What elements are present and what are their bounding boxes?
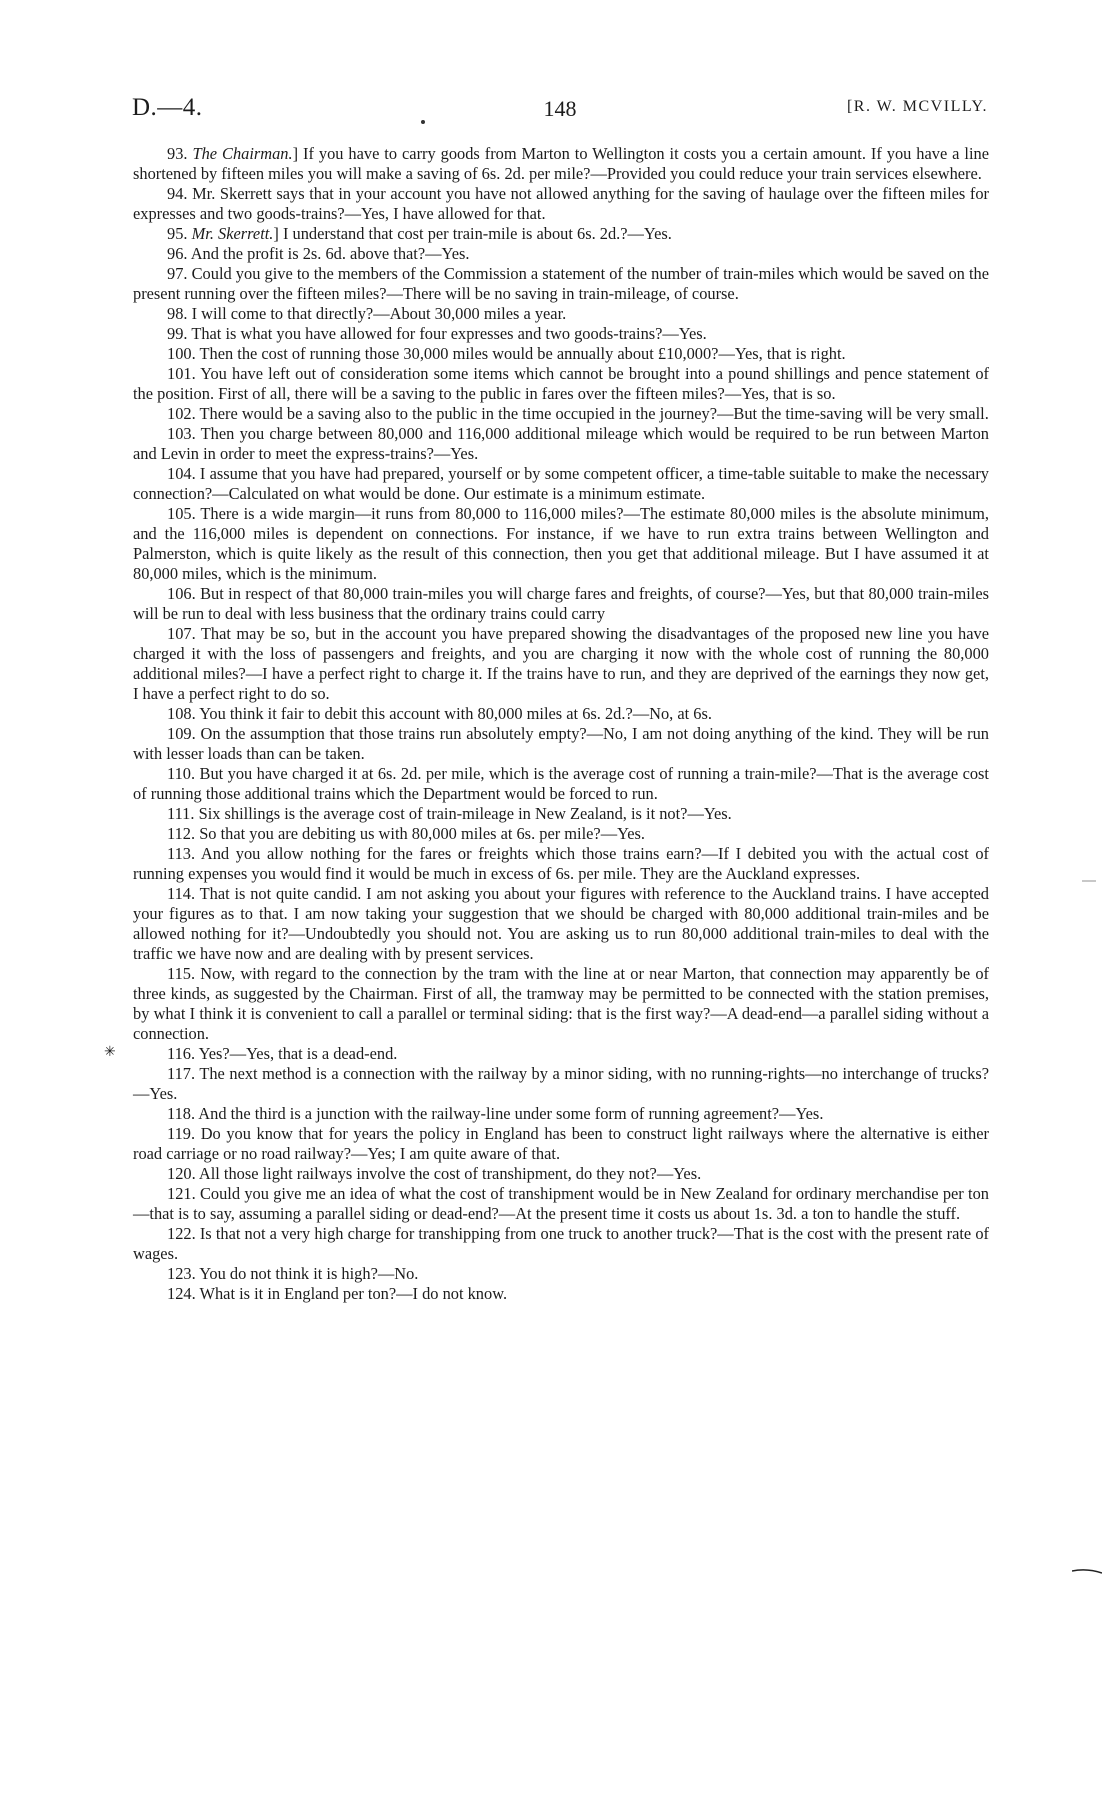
paragraph-text: But in respect of that 80,000 train-miles you will charge fares and freights, of course?—Yes, but that 80,000 train-miles will be run to deal with less business that the ordinary trains could carry — [133, 584, 989, 623]
paragraph-text: ] If you have to carry goods from Marton to Wellington it costs you a certain amount. If you have a line shortened by fifteen miles you will make a saving of 6s. 2d. per mile?—Provided you could reduce your train services elsewhere. — [133, 144, 989, 183]
paragraph-text: And the profit is 2s. 6d. above that?—Yes. — [190, 244, 470, 263]
witness-name: [R. W. MCVILLY. — [846, 98, 988, 115]
question-answer-paragraph — [133, 1164, 989, 1184]
question-number: 107. — [167, 624, 196, 643]
paragraph-text: On the assumption that those trains run absolutely empty?—No, I am not doing anything of the kind. They will be run with lesser loads than can be taken. — [133, 724, 989, 763]
question-number: 104. — [167, 464, 196, 483]
question-answer-paragraph — [133, 844, 989, 884]
paragraph-text: What is it in England per ton?—I do not know. — [199, 1284, 508, 1303]
question-number: 117. — [167, 1064, 196, 1083]
question-answer-paragraph — [133, 404, 989, 424]
paragraph-text: There is a wide margin—it runs from 80,000 to 116,000 miles?—The estimate 80,000 miles is the absolute minimum, and the 116,000 miles is dependent on connections. For instance, if we have to run extra trains between Wellington and Palmerston, which is quite likely as the result of this connection, then you get that additional mileage. But I have assumed it at 80,000 miles, which is the minimum. — [133, 504, 989, 583]
margin-mark: ✳ — [104, 1045, 116, 1060]
question-answer-paragraph — [133, 244, 989, 264]
question-number: 114. — [167, 884, 196, 903]
question-answer-paragraph — [133, 464, 989, 504]
print-speck — [421, 120, 425, 124]
paragraph-text: Is that not a very high charge for transhipping from one truck to another truck?—That is the cost with the present rate of wages. — [133, 1224, 989, 1263]
question-number: 106. — [167, 584, 196, 603]
question-answer-paragraph — [133, 764, 989, 804]
question-answer-paragraph — [133, 1124, 989, 1164]
paragraph-text: Then the cost of running those 30,000 miles would be annually about £10,000?—Yes, that is right. — [199, 344, 846, 363]
question-answer-paragraph — [133, 364, 989, 404]
question-number: 118. — [167, 1104, 196, 1123]
question-answer-paragraph — [133, 324, 989, 344]
speaker-name: The Chairman. — [192, 144, 293, 163]
question-number: 94. — [167, 184, 188, 203]
question-number: 101. — [167, 364, 196, 383]
paragraph-text: Now, with regard to the connection by the tram with the line at or near Marton, that connection may apparently be of three kinds, as suggested by the Chairman. First of all, the tramway may be permitted to be connected with the station premises, by what I think it is convenient to call a parallel or terminal siding: that is the first way?—A dead-end—a parallel siding without a connection. — [133, 964, 989, 1043]
paragraph-text: You have left out of consideration some items which cannot be brought into a pound shillings and pence statement of the position. First of all, there will be a saving to the public in fares over the fifteen miles?—Yes, that is so. — [133, 364, 989, 403]
question-number: 112. — [167, 824, 196, 843]
paragraph-text: That is what you have allowed for four expresses and two goods-trains?—Yes. — [191, 324, 707, 343]
testimony-body — [133, 144, 989, 1304]
paragraph-text: You do not think it is high?—No. — [199, 1264, 419, 1283]
question-number: 121. — [167, 1184, 196, 1203]
question-number: 109. — [167, 724, 196, 743]
question-answer-paragraph — [133, 424, 989, 464]
question-answer-paragraph — [133, 584, 989, 624]
paragraph-text: Six shillings is the average cost of train-mileage in New Zealand, is it not?—Yes. — [198, 804, 732, 823]
question-answer-paragraph — [133, 824, 989, 844]
question-number: 116. — [167, 1044, 196, 1063]
question-number: 115. — [167, 964, 196, 983]
question-number: 124. — [167, 1284, 196, 1303]
question-answer-paragraph — [133, 184, 989, 224]
question-number: 100. — [167, 344, 196, 363]
question-number: 103. — [167, 424, 196, 443]
question-number: 122. — [167, 1224, 196, 1243]
paragraph-text: Yes?—Yes, that is a dead-end. — [198, 1044, 398, 1063]
paragraph-text: That may be so, but in the account you have prepared showing the disadvantages of the proposed new line you have charged it with the loss of passengers and freights, and you are charging it now with the whole cost of running the 80,000 additional miles?—I have a perfect right to charge it. If the trains have to run, and they are deprived of the earnings they now get, I have a perfect right to do so. — [133, 624, 989, 703]
paragraph-text: So that you are debiting us with 80,000 miles at 6s. per mile?—Yes. — [199, 824, 646, 843]
question-number: 108. — [167, 704, 196, 723]
paragraph-text: Do you know that for years the policy in England has been to construct light railways where the alternative is either road carriage or no road railway?—Yes; I am quite aware of that. — [133, 1124, 989, 1163]
paragraph-text: I assume that you have had prepared, yourself or by some competent officer, a time-table suitable to make the necessary connection?—Calculated on what would be done. Our estimate is a minimum estimate. — [133, 464, 989, 503]
paragraph-text: The next method is a connection with the railway by a minor siding, with no running-rights—no interchange of trucks?—Yes. — [133, 1064, 989, 1103]
question-number: 93. — [167, 144, 188, 163]
paragraph-text: Could you give to the members of the Commission a statement of the number of train-miles which would be saved on the present running over the fifteen miles?—There will be no saving in train-mileage, of course. — [133, 264, 989, 303]
question-answer-paragraph — [133, 264, 989, 304]
question-answer-paragraph — [133, 724, 989, 764]
paragraph-text: I will come to that directly?—About 30,000 miles a year. — [191, 304, 567, 323]
question-answer-paragraph — [133, 344, 989, 364]
question-number: 111. — [167, 804, 195, 823]
question-answer-paragraph — [133, 1284, 989, 1304]
question-answer-paragraph — [133, 1044, 989, 1064]
paragraph-text: And you allow nothing for the fares or freights which those trains earn?—If I debited you with the actual cost of running expenses you would find it would be much in excess of 6s. per mile. They are the Auckland expresses. — [133, 844, 989, 883]
question-number: 99. — [167, 324, 188, 343]
question-answer-paragraph — [133, 804, 989, 824]
page-number: 148 — [543, 96, 577, 121]
paragraph-text: There would be a saving also to the public in the time occupied in the journey?—But the time-saving will be very small. — [199, 404, 989, 423]
paragraph-text: And the third is a junction with the railway-line under some form of running agreement?—Yes. — [198, 1104, 824, 1123]
question-answer-paragraph — [133, 504, 989, 584]
question-answer-paragraph — [133, 1224, 989, 1264]
paragraph-text: All those light railways involve the cost of transhipment, do they not?—Yes. — [198, 1164, 702, 1183]
question-number: 97. — [167, 264, 188, 283]
paragraph-text: Then you charge between 80,000 and 116,000 additional mileage which would be required to be run between Marton and Levin in order to meet the express-trains?—Yes. — [133, 424, 989, 463]
question-answer-paragraph — [133, 1064, 989, 1104]
speaker-name: Mr. Skerrett. — [191, 224, 274, 243]
question-number: 123. — [167, 1264, 196, 1283]
paragraph-text: You think it fair to debit this account with 80,000 miles at 6s. 2d.?—No, at 6s. — [199, 704, 712, 723]
question-number: 95. — [167, 224, 188, 243]
question-answer-paragraph — [133, 1264, 989, 1284]
question-number: 98. — [167, 304, 188, 323]
question-number: 105. — [167, 504, 196, 523]
paragraph-text: Could you give me an idea of what the cost of transhipment would be in New Zealand for ordinary merchandise per ton—that is to say, assuming a parallel siding or dead-end?—At the present time it costs us about 1s. 3d. a ton to handle the stuff. — [133, 1184, 989, 1223]
question-number: 113. — [167, 844, 196, 863]
question-number: 96. — [167, 244, 188, 263]
question-number: 120. — [167, 1164, 196, 1183]
paragraph-text: Mr. Skerrett says that in your account you have not allowed anything for the saving of haulage over the fifteen miles for expresses and two goods-trains?—Yes, I have allowed for that. — [133, 184, 989, 223]
question-answer-paragraph — [133, 624, 989, 704]
question-answer-paragraph — [133, 884, 989, 964]
print-speck — [1082, 880, 1096, 882]
margin-stroke — [1072, 1568, 1102, 1574]
question-number: 110. — [167, 764, 196, 783]
page-header — [132, 94, 988, 128]
question-answer-paragraph — [133, 1104, 989, 1124]
paragraph-text: But you have charged it at 6s. 2d. per mile, which is the average cost of running a train-mile?—That is the average cost of running those additional trains which the Department would be forced to run. — [133, 764, 989, 803]
paragraph-text: ] I understand that cost per train-mile is about 6s. 2d.?—Yes. — [273, 224, 672, 243]
paragraph-text: That is not quite candid. I am not asking you about your figures with reference to the Auckland trains. I have accepted your figures as to that. I am now taking your suggestion that we should be charged with 80,000 additional train-miles and be allowed nothing for it?—Undoubtedly you should not. You are asking us to run 80,000 additional train-miles to deal with the traffic we have now and are dealing with by present services. — [133, 884, 989, 963]
question-answer-paragraph — [133, 1184, 989, 1224]
question-answer-paragraph — [133, 704, 989, 724]
question-answer-paragraph — [133, 144, 989, 184]
document-reference: D.—4. — [132, 94, 203, 121]
question-number: 102. — [167, 404, 196, 423]
question-answer-paragraph — [133, 304, 989, 324]
question-answer-paragraph — [133, 964, 989, 1044]
question-answer-paragraph — [133, 224, 989, 244]
question-number: 119. — [167, 1124, 196, 1143]
